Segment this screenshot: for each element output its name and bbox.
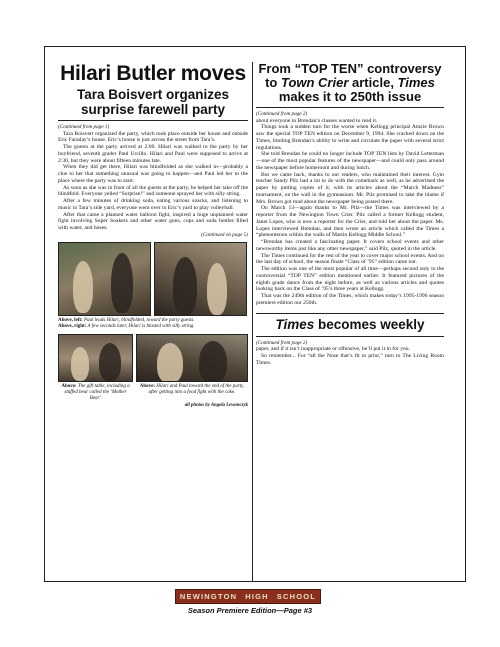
photo-figure xyxy=(73,261,93,313)
edition-page-label: Season Premiere Edition—Page #3 xyxy=(187,606,313,615)
left-article xyxy=(58,62,248,584)
caption-bottom-left-text: The gift table, including a stuffed bear called the ‘Mother Bear’ xyxy=(64,384,130,402)
weekly-headline-rule xyxy=(256,336,444,337)
photo-row-bottom xyxy=(58,334,248,382)
caption-bottom-row xyxy=(58,382,248,402)
left-body xyxy=(58,131,248,232)
right-headline-line2: to Town Crier article, Times xyxy=(265,75,435,90)
weekly-top-rule xyxy=(256,313,444,314)
weekly-paragraph: paper, and if it isn’t inappropriate or offensive, he’ll put it in for you. xyxy=(256,346,410,352)
left-paragraph: When they did get there, Hilari was blindfolded as she walked in—probably a clue to her that something unusual was going to happen—and Paul led her to the place where the party was to start. xyxy=(58,164,248,184)
photo-paul-leads-hilari xyxy=(58,242,151,316)
left-continued-from: (Continued from page 1) xyxy=(58,124,110,130)
photo-figure xyxy=(173,257,197,315)
weekly-paragraph: So remember... For “all the Nose that’s fit to print,” turn to The Living Room Times. xyxy=(256,352,444,366)
school-banner xyxy=(175,589,321,604)
right-body xyxy=(256,118,444,307)
left-continued-on: (Continued on page 5) xyxy=(201,231,248,238)
photo-figure xyxy=(157,343,183,382)
right-paragraph: “Brendan has created a fascinating paper. It covers school events and other newsworthy items just like any other newspaper,” said Pilz, quoted in the article. xyxy=(256,239,444,252)
right-paragraph: The edition was one of the most popular of all time—perhaps second only to the controversial “TOP TEN” edition mentioned earlier. It featured pictures of the eighth grade dance from the night before, as well as various articles and quotes looking back on the Class of ’95’s three years at Kellogg. xyxy=(256,266,444,293)
right-paragraph: She told Brendan he could no longer include TOP TEN lists by David Letterman—one of the most popular features of the newspaper—and could only pass around the newspaper before homeroom and during lunch. xyxy=(256,151,444,171)
left-headline-rule xyxy=(58,120,248,121)
right-paragraph: That was the 249th edition of the Times, which makes today’s 1995-1996 season premiere edition our 250th. xyxy=(256,293,444,306)
right-paragraph: On March 13—again thanks to Mr. Pilz—the Times was interviewed by a reporter from the Newington Town Crier. Pilz called a former Kellogg student, Janet Lopes, who is now a reporter for the Crier, and told her about the paper. Ms. Lopes interviewed Brendan, and then wrote an article which called the Times a “phenomenon within the walls of Martin Kellogg Middle School.” xyxy=(256,205,444,239)
caption-bottom-left-label: Above: xyxy=(61,384,77,390)
weekly-body xyxy=(256,346,444,366)
caption-top xyxy=(58,318,248,330)
left-subheadline: Tara Boisvert organizes surprise farewell party xyxy=(76,87,230,117)
right-headline xyxy=(256,62,444,104)
caption-bottom-right xyxy=(136,384,248,402)
right-headline-line1: From “TOP TEN” controversy xyxy=(258,62,442,76)
left-headline: Hilari Butler moves xyxy=(60,62,246,85)
photo-row-top xyxy=(58,242,248,316)
right-paragraph: But we came back, thanks to our readers, who maintained their interest. Gym teacher Sandy Pilz had a lot to do with the comeback as well, as he advertised the paper by putting copies of it, with its articles about the “March Madness” tournament, on the wall in the gymnasium. Mr. Pilz promised to take the blame if Mrs. Brown got mad about the newspaper being posted there. xyxy=(256,171,444,205)
banner-word: HIGH xyxy=(245,592,269,601)
photo-credit: all photos by Angela Lewonczyk xyxy=(184,403,248,409)
photo-figure xyxy=(207,263,227,315)
banner-word: NEWINGTON xyxy=(179,592,238,601)
right-paragraph: Things took a sudden turn for the worse when Kellogg principal Amzie Brown saw the special TOP TEN edition on December 9, 1994. She cracked down on the Times, limiting Brendan’s ability to write and circulate the paper with several strict regulations. xyxy=(256,124,444,151)
column-divider xyxy=(252,62,253,582)
photo-hilari-and-paul xyxy=(136,334,248,382)
right-continued-from: (Continued from page 2) xyxy=(256,111,308,117)
right-article xyxy=(256,62,444,584)
right-paragraph: The Times continued for the rest of the year to cover major school events. And on the last day of school, the season finale “Class of ’95” edition came out. xyxy=(256,252,444,266)
left-paragraph: As soon as she was in front of all the guests at the party, he helped her take off the blindfold. Everyone yelled “Surprise!” and someone sprayed her with silly string. xyxy=(58,184,248,198)
photo-gift-table xyxy=(58,334,133,382)
banner-word: SCHOOL xyxy=(276,592,317,601)
caption-top-right-label: Above, right: xyxy=(58,324,87,330)
left-paragraph: After a few minutes of drinking soda, eating various snacks, and listening to music in Tara’s side yard, everyone went over to Eric’s yard to play volleyball. xyxy=(58,198,248,211)
photo-figure xyxy=(99,343,121,381)
photo-silly-string xyxy=(154,242,247,316)
right-paragraph: about everyone in Brendan’s classes wanted to read it. xyxy=(256,117,378,124)
left-paragraph: Tara Boisvert organized the party, which took place outside her house and outside Eric Faraday’s house. Eric’s house is just across the street from Tara’s. xyxy=(58,130,248,144)
weekly-continued-from: (Continued from page 2) xyxy=(256,339,308,346)
left-paragraph: After that came a planned water balloon fight, inspired a huge unplanned water fight involving Super Soakers and other water guns, cups and soda bottles filled with water, and hoses. xyxy=(58,211,248,231)
photo-figure xyxy=(199,341,227,382)
right-headline-rule xyxy=(256,107,444,108)
caption-bottom-left xyxy=(58,384,133,402)
photo-figure xyxy=(71,347,89,381)
weekly-headline: Times becomes weekly xyxy=(275,316,425,332)
photo-figure xyxy=(111,253,133,313)
right-headline-line3: makes it to 250th issue xyxy=(278,89,422,104)
caption-top-left-label: Above, left: xyxy=(58,318,83,324)
caption-bottom-right-label: Above: xyxy=(139,384,155,390)
left-paragraph: The guests at the party arrived at 2:00. Hilari was walked to the party by her boyfriend, seventh grader Paul Urcillo. Hilari and Paul were supposed to arrive at 2:30, but they were about fifteen minutes late. xyxy=(58,144,248,164)
caption-top-left-text: Paul leads Hilari, blindfolded, toward the party guests. xyxy=(83,318,195,324)
caption-top-right-text: A few seconds later, Hilari is blasted with silly string. xyxy=(87,324,195,330)
caption-bottom-right-text: Hilari and Paul toward the end of the party, after getting into a food fight with the cake. xyxy=(148,384,245,396)
